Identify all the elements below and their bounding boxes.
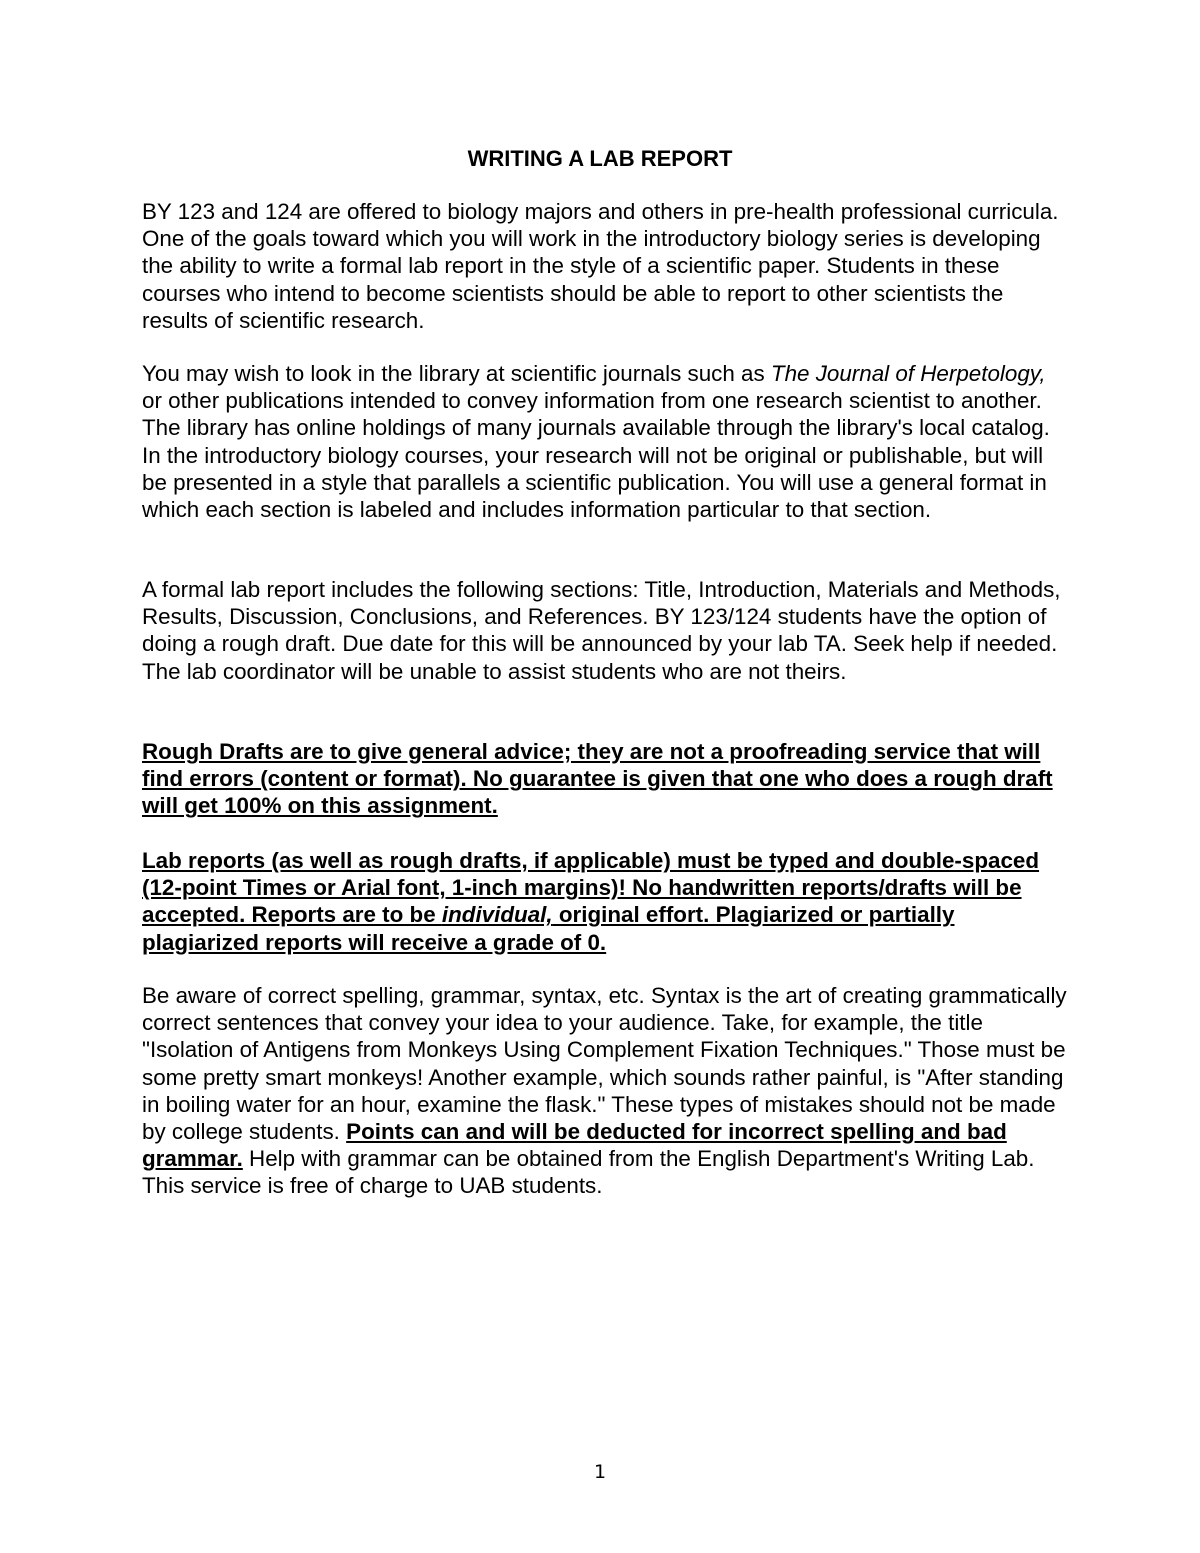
journal-name: The Journal of Herpetology, [770,361,1046,386]
grammar-text-before: Be aware of correct spelling, grammar, syntax, etc. Syntax is the art of creating grammatically correct sentences that convey your idea to your audience. Take, for example, the title "Isolation of Antigens from Monkeys Using Complement Fixation Techniques." Those must be some pretty smart monkeys! Another example, which sounds rather painful, is "After standing in boiling water for an hour, examine the flask." These types of mistakes should not be made by college students. [142,983,1067,1145]
journals-text-before: You may wish to look in the library at scientific journals such as [142,361,771,386]
intro-paragraph: BY 123 and 124 are offered to biology majors and others in pre-health professional curricula. One of the goals toward which you will work in the introductory biology series is developing the ability to write a formal lab report in the style of a scientific paper. Students in these courses who intend to become scientists should be able to report to other scientists the results of scientific research. [142,199,1059,333]
grammar-paragraph [142,982,1067,1200]
grammar-text-after: Help with grammar can be obtained from the English Department's Writing Lab. This service is free of charge to UAB students. [142,1146,1035,1199]
journals-text-after: or other publications intended to convey information from one research scientist to another. The library has online holdings of many journals available through the library's local catalog. In the introductory biology courses, your research will not be original or publishable, but will be presented in a style that parallels a scientific publication. You will use a general format in which each section is labeled and includes information particular to that section. [142,388,1050,523]
formatting-text-after: original effort. Plagiarized or partially plagiarized reports will receive a grade of 0. [142,902,955,955]
formatting-text-before: Lab reports (as well as rough drafts, if applicable) must be typed and double-spaced (12-point Times or Arial font, 1-inch margins)! No handwritten reports/drafts will be accepted. Reports are to be [142,848,1040,928]
page-number: 1 [593,1461,607,1483]
formatting-emphasis: individual, [441,902,553,928]
rough-drafts-notice: Rough Drafts are to give general advice; they are not a proofreading service that will find errors (content or format). No guarantee is given that one who does a rough draft will get 100% on this assignment. [142,739,1053,819]
grammar-warning: Points can and will be deducted for incorrect spelling and bad grammar. [142,1119,1007,1172]
journals-paragraph [142,360,1067,523]
document-title: WRITING A LAB REPORT [467,146,733,171]
formatting-requirements-notice [142,847,1067,956]
sections-paragraph: A formal lab report includes the following sections: Title, Introduction, Materials and Methods, Results, Discussion, Conclusions, and References. BY 123/124 students have the option of doing a rough draft. Due date for this will be announced by your lab TA. Seek help if needed. The lab coordinator will be unable to assist students who are not theirs. [142,577,1061,684]
